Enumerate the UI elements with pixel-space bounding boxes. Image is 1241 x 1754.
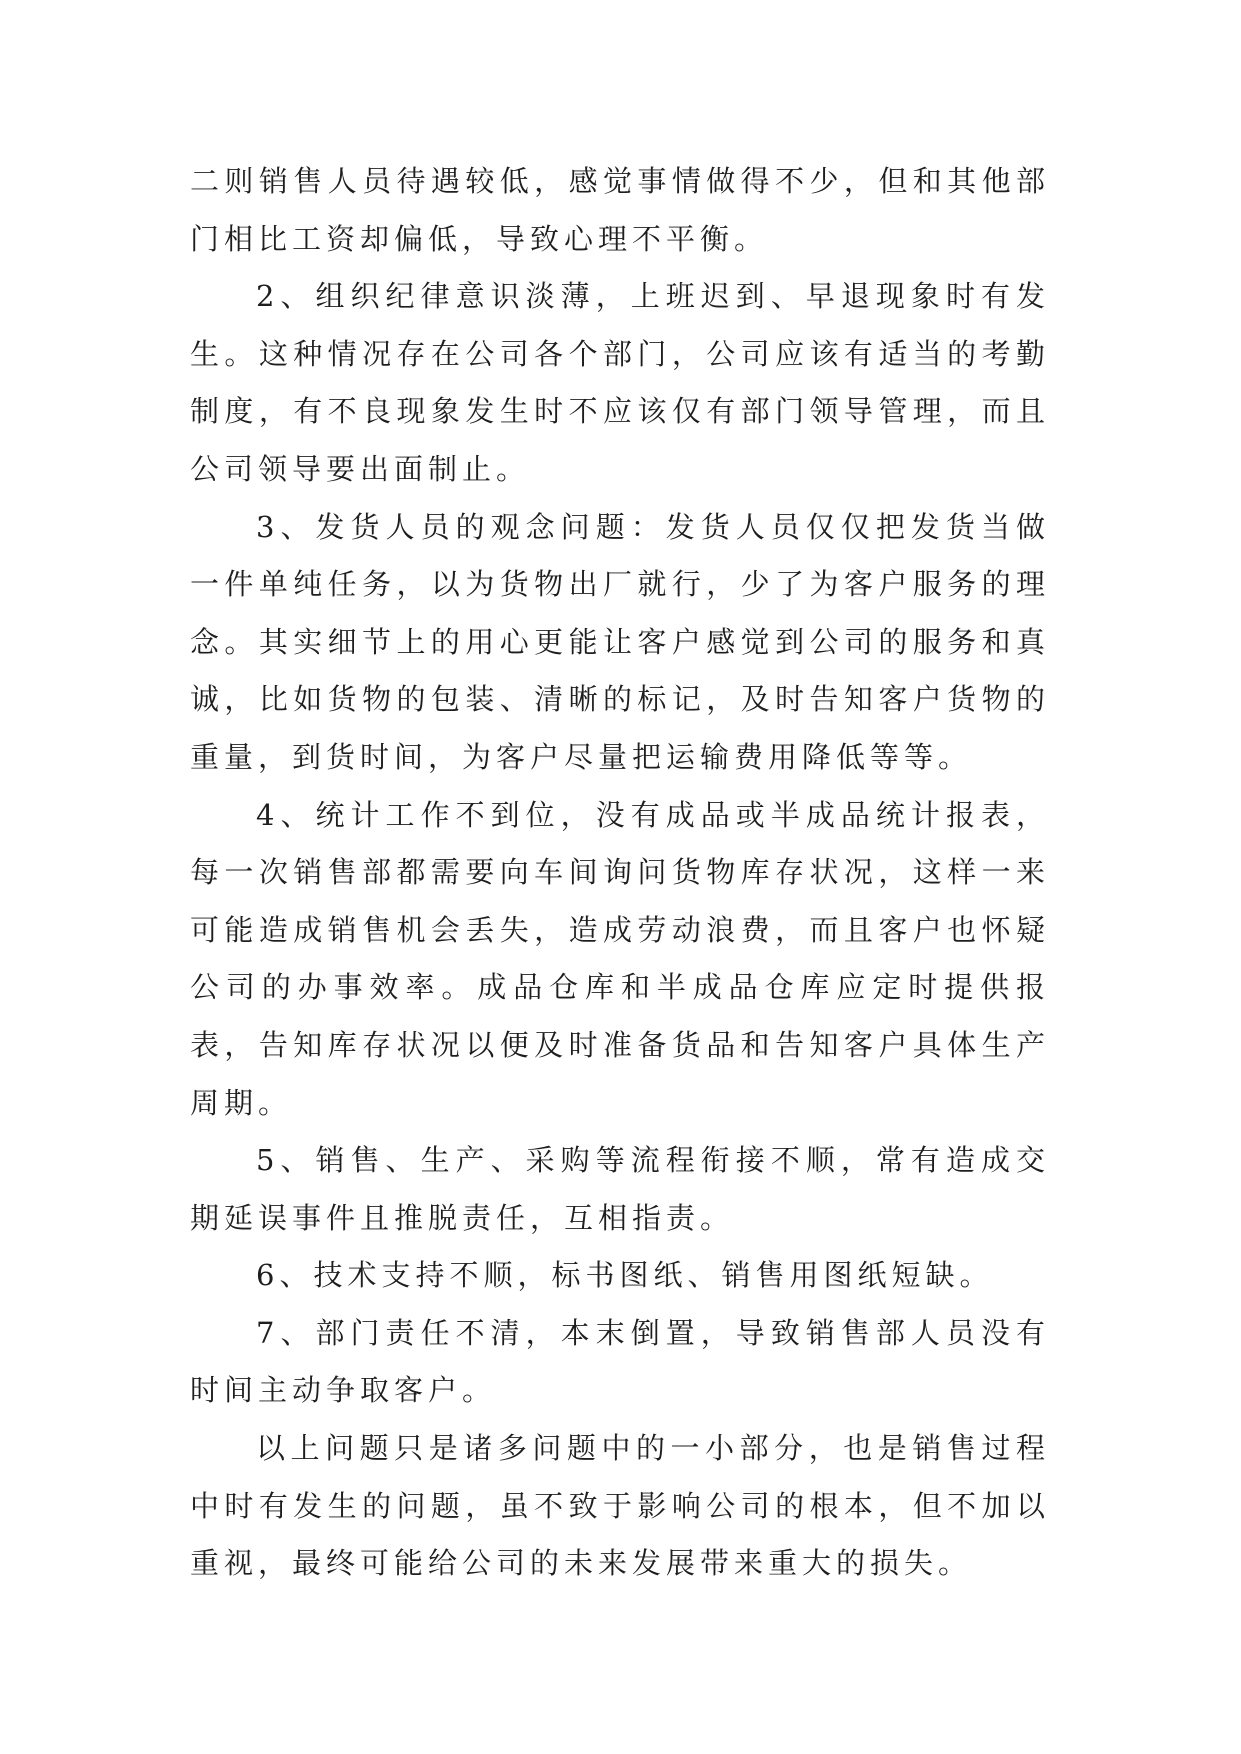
paragraph-item-7: 7、部门责任不清，本末倒置，导致销售部人员没有时间主动争取客户。: [190, 1315, 1050, 1408]
paragraph-item-4: 4、统计工作不到位，没有成品或半成品统计报表，每一次销售部都需要向车间询问货物库存状况，这样一来可能造成销售机会丢失，造成劳动浪费，而且客户也怀疑公司的办事效率。成品仓库和半成品仓库应定时提供报表，告知库存状况以便及时准备货品和告知客户具体生产周期。: [190, 797, 1050, 1120]
paragraph-item-6: 6、技术支持不顺，标书图纸、销售用图纸短缺。: [256, 1258, 994, 1293]
paragraph-conclusion: 以上问题只是诸多问题中的一小部分，也是销售过程中时有发生的问题，虽不致于影响公司的根本，但不加以重视，最终可能给公司的未来发展带来重大的损失。: [190, 1431, 1050, 1581]
paragraph-item-3: 3、发货人员的观念问题：发货人员仅仅把发货当做一件单纯任务，以为货物出厂就行，少了为客户服务的理念。其实细节上的用心更能让客户感觉到公司的服务和真诚，比如货物的包装、清晰的标记，及时告知客户货物的重量，到货时间，为客户尽量把运输费用降低等等。: [190, 509, 1050, 774]
paragraph-item-5: 5、销售、生产、采购等流程衔接不顺，常有造成交期延误事件且推脱责任，互相指责。: [190, 1143, 1050, 1235]
paragraph-item-2: 2、组织纪律意识淡薄，上班迟到、早退现象时有发生。这种情况存在公司各个部门，公司应该有适当的考勤制度，有不良现象发生时不应该仅有部门领导管理，而且公司领导要出面制止。: [190, 279, 1050, 486]
document-body: [190, 153, 1050, 1593]
paragraph-continuation: 二则销售人员待遇较低，感觉事情做得不少，但和其他部门相比工资却偏低，导致心理不平衡。: [190, 164, 1050, 256]
